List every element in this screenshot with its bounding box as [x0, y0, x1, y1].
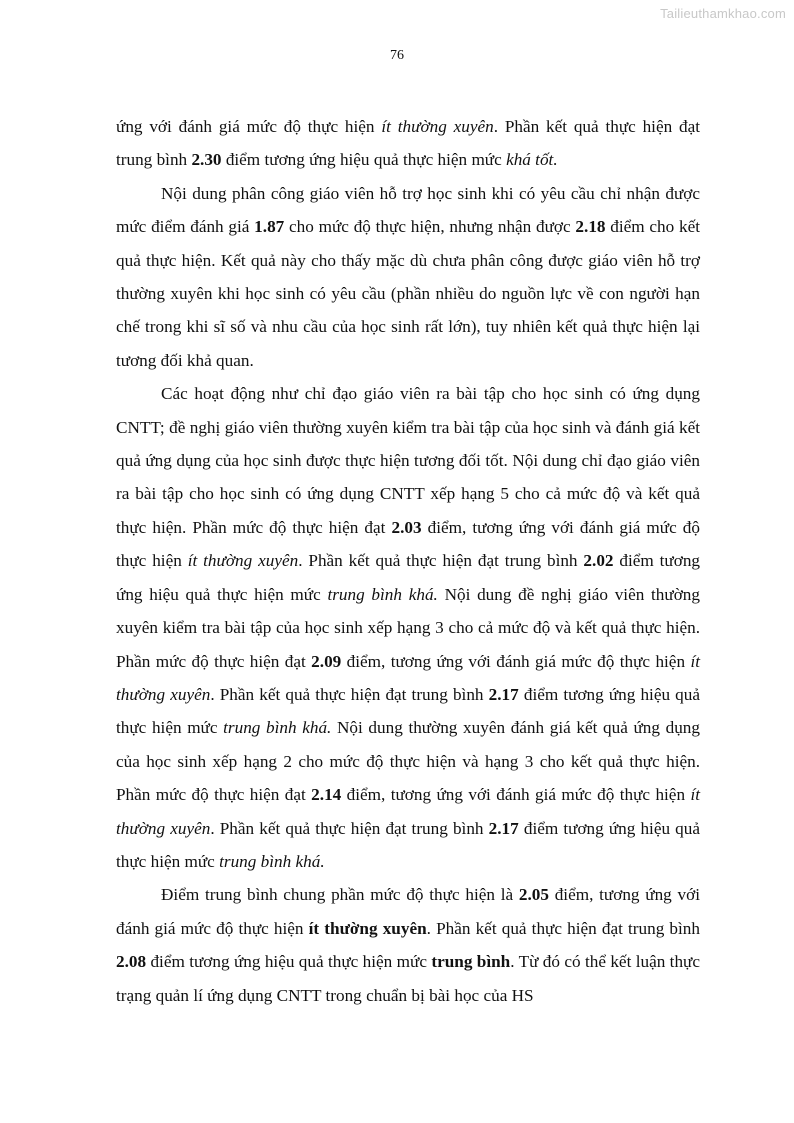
text-run: điểm tương ứng hiệu quả thực hiện mức [116, 818, 700, 871]
italic-text: trung bình khá. [223, 718, 332, 738]
bold-text: 1.87 [254, 217, 285, 237]
watermark: Tailieuthamkhao.com [660, 6, 786, 21]
text-run: Điểm trung bình chung phần mức độ thực hiện là [161, 885, 519, 905]
bold-text: 2.17 [488, 684, 519, 704]
text-run: điểm, tương ứng với đánh giá mức độ thực hiện [341, 785, 691, 805]
bold-text: 2.18 [575, 217, 606, 237]
text-run: điểm, tương ứng với đánh giá mức độ thực hiện [341, 651, 691, 671]
text-run: . Phần kết quả thực hiện đạt trung bình [210, 818, 489, 838]
text-run: . Phần kết quả thực hiện đạt trung bình [298, 551, 584, 571]
bold-text: 2.09 [311, 651, 342, 671]
text-run: điểm tương ứng hiệu quả thực hiện mức [116, 684, 700, 738]
paragraph-4 [116, 878, 700, 1012]
text-run: điểm, tương ứng với đánh giá mức độ thực hiện [116, 885, 700, 938]
bold-text: 2.30 [191, 150, 222, 170]
bold-text: 2.03 [391, 517, 422, 537]
bold-text: ít thường xuyên [308, 918, 427, 938]
text-run: cho mức độ thực hiện, nhưng nhận được [284, 217, 576, 237]
text-run: Nội dung thường xuyên đánh giá kết quả ứng dụng của học sinh xếp hạng 2 cho mức độ thực hiện và hạng 3 cho kết quả thực hiện. Phần mức độ thực hiện đạt [116, 718, 700, 805]
italic-text: ít thường xuyên [116, 785, 700, 838]
italic-text: khá tốt. [506, 150, 558, 170]
italic-text: ít thường xuyên [381, 117, 494, 136]
text-run: điểm tương ứng hiệu quả thực hiện mức [146, 952, 432, 972]
bold-text: 2.17 [488, 818, 519, 838]
bold-text: 2.08 [116, 952, 147, 972]
paragraph-1 [116, 110, 700, 177]
italic-text: trung bình khá. [219, 851, 325, 871]
text-run: điểm tương ứng hiệu quả thực hiện mức [116, 551, 701, 604]
bold-text: 2.14 [311, 785, 342, 805]
text-run: điểm tương ứng hiệu quả thực hiện mức [221, 150, 507, 170]
italic-text: ít thường xuyên [116, 651, 700, 704]
italic-text: ít thường xuyên [187, 551, 299, 571]
text-run: Các hoạt động như chỉ đạo giáo viên ra bài tập cho học sinh có ứng dụng CNTT; đề nghị giáo viên thường xuyên kiểm tra bài tập của học sinh và đánh giá kết quả ứng dụng của học sinh được thực hiện tương đối tốt. Nội dung chỉ đạo giáo viên ra bài tập cho học sinh có ứng dụng CNTT xếp hạng 5 cho cả mức độ và kết quả thực hiện. Phần mức độ thực hiện đạt [116, 384, 700, 537]
text-run: điểm cho kết quả thực hiện. Kết quả này cho thấy mặc dù chưa phân công được giáo viên hỗ trợ thường xuyên khi học sinh có yêu cầu (phần nhiều do nguồn lực về con người hạn chế trong khi sĩ số và nhu cầu của học sinh rất lớn), tuy nhiên kết quả thực hiện lại tương đối khả quan. [116, 217, 700, 370]
bold-text: 2.02 [583, 551, 614, 571]
document-body [116, 110, 700, 1012]
text-run: Nội dung phân công giáo viên hỗ trợ học sinh khi có yêu cầu chỉ nhận được mức điểm đánh giá [116, 183, 700, 237]
text-run: . Phần kết quả thực hiện đạt trung bình [210, 684, 489, 704]
bold-text: 2.05 [518, 885, 549, 905]
page-number: 76 [390, 48, 404, 63]
text-run: điểm, tương ứng với đánh giá mức độ thực hiện [116, 517, 700, 571]
text-run: Nội dung đề nghị giáo viên thường xuyên kiểm tra bài tập của học sinh xếp hạng 3 cho cả mức độ và kết quả thực hiện. Phần mức độ thực hiện đạt [116, 584, 700, 671]
text-run: . Phần kết quả thực hiện đạt trung bình [426, 918, 700, 938]
paragraph-3 [116, 377, 700, 878]
text-run: . Từ đó có thể kết luận thực trạng quản lí ứng dụng CNTT trong chuẩn bị bài học của HS [116, 952, 700, 1005]
text-run: ứng với đánh giá mức độ thực hiện [116, 117, 382, 136]
paragraph-2 [116, 177, 700, 377]
italic-text: trung bình khá. [327, 584, 438, 604]
bold-text: trung bình [431, 952, 511, 972]
text-run: . Phần kết quả thực hiện đạt trung bình [116, 117, 701, 170]
